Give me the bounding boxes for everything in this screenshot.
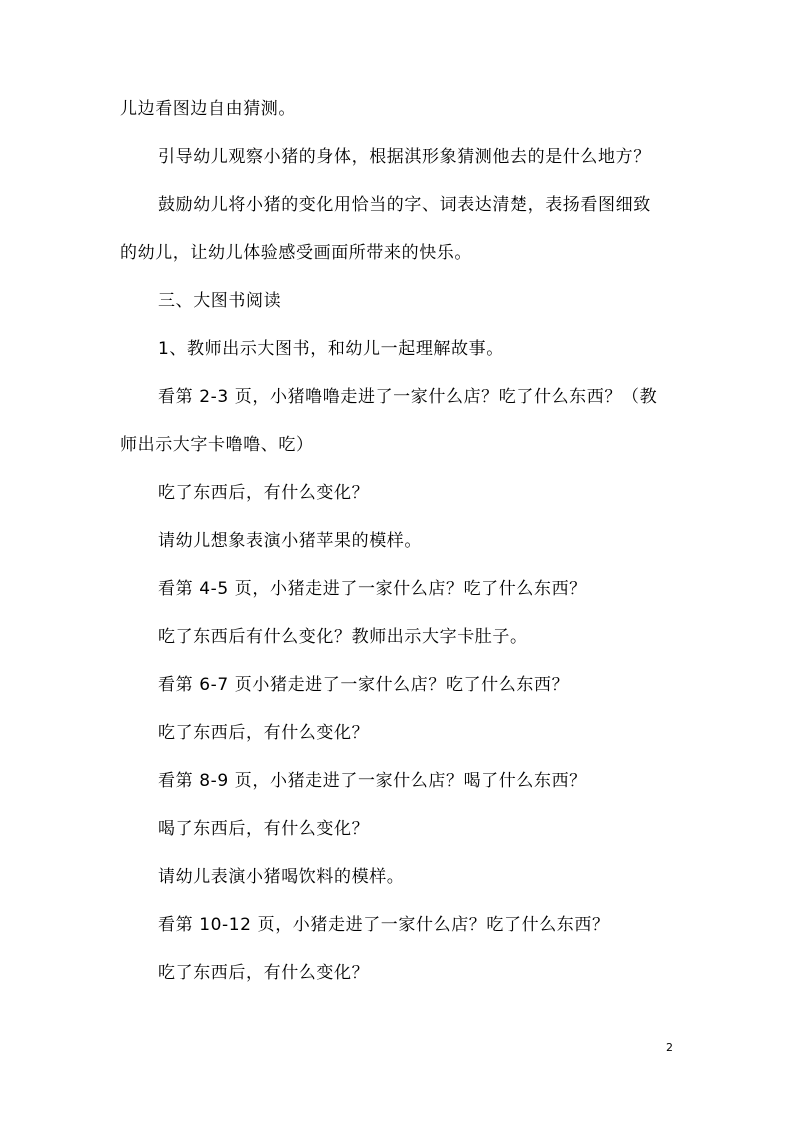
- question-change-1: 吃了东西后，有什么变化？: [158, 483, 370, 503]
- text-line-continuation: 儿边看图边自由猜测。: [120, 99, 296, 119]
- question-pages-6-7: 看第 6-7 页小猪走进了一家什么店？吃了什么东西？: [158, 675, 570, 695]
- question-change-3: 吃了东西后，有什么变化？: [158, 723, 370, 743]
- performance-instruction-2: 请幼儿表演小猪喝饮料的模样。: [158, 867, 405, 887]
- question-pages-2-3-start: 看第 2-3 页，小猪噜噜走进了一家什么店？吃了什么东西？（教: [158, 387, 658, 407]
- step-heading: 1、教师出示大图书，和幼儿一起理解故事。: [158, 339, 504, 359]
- question-pages-8-9: 看第 8-9 页，小猪走进了一家什么店？喝了什么东西？: [158, 771, 587, 791]
- question-change-2: 吃了东西后有什么变化？教师出示大字卡肚子。: [158, 627, 528, 647]
- question-pages-4-5: 看第 4-5 页，小猪走进了一家什么店？吃了什么东西？: [158, 579, 587, 599]
- section-heading: 三、大图书阅读: [158, 291, 282, 311]
- paragraph-encourage-start: 鼓励幼儿将小猪的变化用恰当的字、词表达清楚，表扬看图细致: [158, 195, 651, 215]
- page-number: 2: [666, 1041, 673, 1054]
- performance-instruction-1: 请幼儿想象表演小猪苹果的模样。: [158, 531, 422, 551]
- question-change-4: 喝了东西后，有什么变化？: [158, 819, 370, 839]
- paragraph-encourage-end: 的幼儿，让幼儿体验感受画面所带来的快乐。: [120, 243, 472, 263]
- question-change-5: 吃了东西后，有什么变化？: [158, 963, 370, 983]
- paragraph-observe-pig: 引导幼儿观察小猪的身体，根据淇形象猜测他去的是什么地方？: [158, 147, 651, 167]
- question-pages-10-12: 看第 10-12 页，小猪走进了一家什么店？吃了什么东西？: [158, 915, 610, 935]
- question-pages-2-3-end: 师出示大字卡噜噜、吃）: [120, 435, 314, 455]
